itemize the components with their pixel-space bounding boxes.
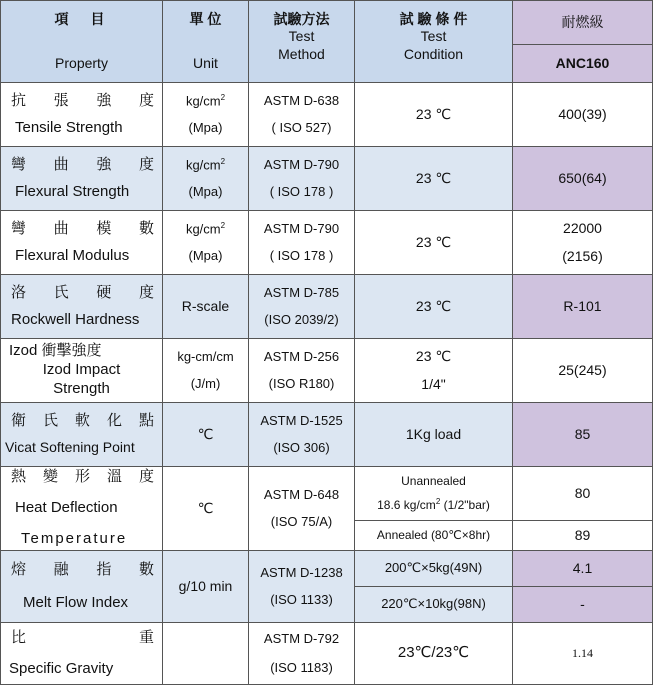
method-iso: (ISO R180) xyxy=(268,375,335,391)
unit-cell xyxy=(163,339,249,403)
condition-cell-220: 220℃×10kg(98N) xyxy=(355,587,513,623)
property-en: Tensile Strength xyxy=(15,118,123,136)
method-astm: ASTM D-1525 xyxy=(260,413,343,429)
header-condition-en1: Test xyxy=(420,28,447,44)
property-en: Izod Impact xyxy=(42,361,121,379)
method-cell xyxy=(249,339,355,403)
method-iso: ( ISO 527) xyxy=(271,119,332,135)
value-cell: 1.14 xyxy=(513,623,653,685)
unit-cell xyxy=(163,147,249,211)
value-cell: 650(64) xyxy=(513,147,653,211)
unit-cell: ℃ xyxy=(163,403,249,467)
method-iso: (ISO 1183) xyxy=(270,659,333,675)
condition-thickness: 1/4" xyxy=(421,375,446,392)
property-tensile xyxy=(1,83,163,147)
method-astm: ASTM D-785 xyxy=(263,285,340,301)
value-cell-unannealed: 80 xyxy=(513,467,653,521)
header-grade-name: ANC160 xyxy=(513,45,653,83)
property-zh: 洛 氏 硬 度 xyxy=(11,283,154,301)
header-property xyxy=(1,1,163,83)
method-cell xyxy=(249,623,355,685)
header-unit xyxy=(163,1,249,83)
condition-cell xyxy=(355,339,513,403)
method-cell xyxy=(249,467,355,551)
property-heat-deflection xyxy=(1,467,163,551)
header-property-zh: 項 目 xyxy=(54,10,109,27)
value-cell-200: 4.1 xyxy=(513,551,653,587)
header-unit-en: Unit xyxy=(193,55,218,71)
condition-cell: 23 ℃ xyxy=(355,211,513,275)
property-en: Heat Deflection xyxy=(15,499,118,517)
property-melt-flow xyxy=(1,551,163,623)
unit-cell xyxy=(163,211,249,275)
method-astm: ASTM D-648 xyxy=(263,487,340,503)
unit-sup: 2 xyxy=(220,157,226,167)
property-flexural-modulus xyxy=(1,211,163,275)
header-condition-zh: 試 驗 條 件 xyxy=(399,10,468,27)
property-en: Rockwell Hardness xyxy=(11,310,140,328)
condition-temp: 23 ℃ xyxy=(415,348,452,364)
value-cell-220: - xyxy=(513,587,653,623)
condition-cell-annealed: Annealed (80℃×8hr) xyxy=(355,521,513,551)
method-cell xyxy=(249,147,355,211)
property-zh: 熔 融 指 數 xyxy=(11,560,154,578)
method-cell xyxy=(249,275,355,339)
value-si: (2156) xyxy=(562,247,603,264)
property-zh: 衛 氏 軟 化 點 xyxy=(11,412,154,430)
property-zh: 比 重 xyxy=(11,628,154,646)
method-cell xyxy=(249,211,355,275)
header-method-en1: Test xyxy=(288,28,315,44)
method-astm: ASTM D-792 xyxy=(263,631,340,647)
property-zh: 彎 曲 模 數 xyxy=(11,219,154,237)
value-cell: R-101 xyxy=(513,275,653,339)
unit-cell xyxy=(163,623,249,685)
value-primary: 22000 xyxy=(563,220,602,236)
unit-text-si: (Mpa) xyxy=(188,183,223,199)
value-cell: 400(39) xyxy=(513,83,653,147)
header-method xyxy=(249,1,355,83)
unit-text: kg/cm xyxy=(185,221,221,237)
condition-cell: 23 ℃ xyxy=(355,275,513,339)
method-iso: (ISO 1133) xyxy=(270,591,333,607)
method-iso: (ISO 306) xyxy=(273,439,330,455)
unit-text-si: (J/m) xyxy=(190,375,221,391)
unit-text: kg-cm/cm xyxy=(177,349,234,365)
unit-cell: g/10 min xyxy=(163,551,249,623)
method-iso: ( ISO 178 ) xyxy=(269,183,334,199)
header-property-en: Property xyxy=(55,55,108,71)
method-iso: ( ISO 178 ) xyxy=(269,247,334,263)
value-cell: 25(245) xyxy=(513,339,653,403)
property-specific-gravity xyxy=(1,623,163,685)
value-cell xyxy=(513,211,653,275)
value-cell: 85 xyxy=(513,403,653,467)
condition-cell: 23 ℃ xyxy=(355,147,513,211)
condition-sup: 2 xyxy=(435,497,441,506)
condition-cell: 1Kg load xyxy=(355,403,513,467)
header-condition-en2: Condition xyxy=(403,45,464,62)
unit-text-si: (Mpa) xyxy=(188,119,223,135)
method-astm: ASTM D-638 xyxy=(263,93,340,109)
header-unit-zh: 單 位 xyxy=(189,10,222,27)
condition-cell-unannealed xyxy=(355,467,513,521)
unit-text: kg/cm xyxy=(185,93,221,109)
property-rockwell xyxy=(1,275,163,339)
unit-sup: 2 xyxy=(220,221,226,231)
unit-cell: ℃ xyxy=(163,467,249,551)
property-en: Flexural Modulus xyxy=(15,246,130,264)
header-method-en2: Method xyxy=(278,45,325,62)
unit-cell xyxy=(163,83,249,147)
method-iso: (ISO 2039/2) xyxy=(264,311,339,327)
property-en-2: Temperature xyxy=(21,529,128,547)
value-cell-annealed: 89 xyxy=(513,521,653,551)
property-zh: 彎 曲 強 度 xyxy=(11,155,154,173)
method-astm: ASTM D-790 xyxy=(263,221,340,237)
condition-cell-200: 200℃×5kg(49N) xyxy=(355,551,513,587)
property-flexural-strength xyxy=(1,147,163,211)
condition-cell: 23 ℃ xyxy=(355,83,513,147)
condition-bar: (1/2"bar) xyxy=(440,498,490,512)
header-grade-title: 耐燃級 xyxy=(513,1,653,45)
condition-load: 18.6 kg/cm xyxy=(377,498,436,512)
property-zh: Izod 衝擊強度 xyxy=(9,342,102,360)
method-astm: ASTM D-1238 xyxy=(260,565,343,581)
property-en-2: Strength xyxy=(53,379,110,397)
condition-label: Unannealed xyxy=(401,474,466,488)
property-en: Flexural Strength xyxy=(15,182,130,200)
condition-cell: 23℃/23℃ xyxy=(355,623,513,685)
unit-sup: 2 xyxy=(220,93,226,103)
unit-text: kg/cm xyxy=(185,157,221,173)
method-cell xyxy=(249,83,355,147)
property-zh: 抗 張 強 度 xyxy=(11,91,154,109)
property-zh: 熱 變 形 溫 度 xyxy=(11,468,154,486)
header-method-zh: 試驗方法 xyxy=(273,10,330,27)
unit-cell: R-scale xyxy=(163,275,249,339)
method-cell xyxy=(249,551,355,623)
property-izod xyxy=(1,339,163,403)
unit-text-si: (Mpa) xyxy=(188,247,223,263)
header-condition xyxy=(355,1,513,83)
method-iso: (ISO 75/A) xyxy=(270,513,333,529)
property-en: Vicat Softening Point xyxy=(5,439,135,456)
property-vicat xyxy=(1,403,163,467)
property-en: Specific Gravity xyxy=(9,659,114,677)
method-astm: ASTM D-256 xyxy=(263,349,340,365)
property-en: Melt Flow Index xyxy=(23,593,129,611)
method-astm: ASTM D-790 xyxy=(263,157,340,173)
method-cell xyxy=(249,403,355,467)
